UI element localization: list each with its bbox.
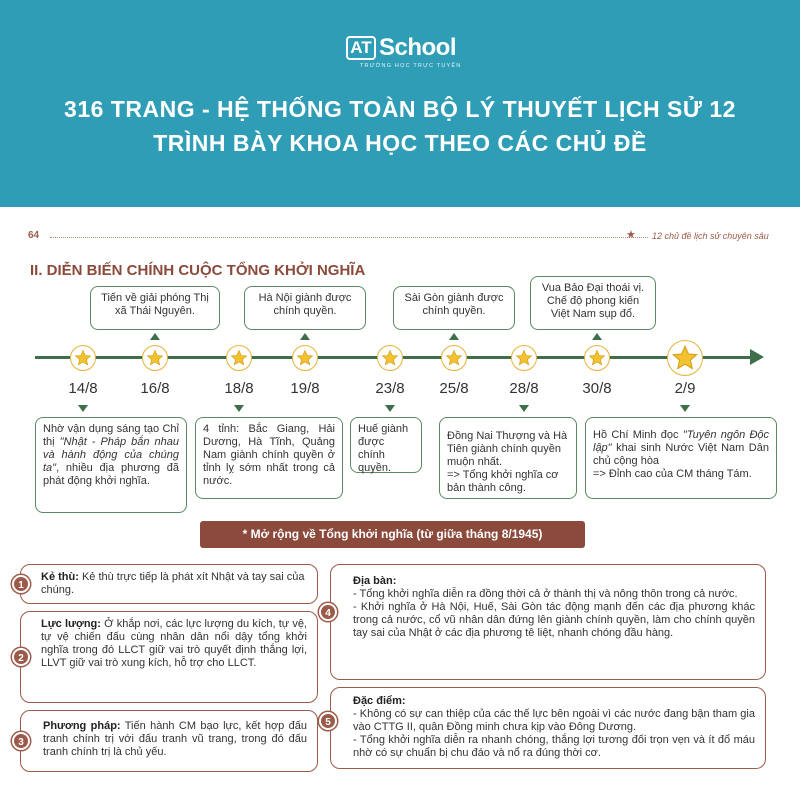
dotted-divider — [50, 237, 648, 238]
arrow-up-icon — [592, 333, 602, 340]
timeline-date: 18/8 — [224, 380, 254, 397]
card-area — [330, 564, 766, 680]
number-badge: 4 — [319, 603, 337, 621]
arrow-down-icon — [519, 405, 529, 412]
headline-line-2: TRÌNH BÀY KHOA HỌC THEO CÁC CHỦ ĐỀ — [153, 130, 647, 156]
event-box-28-8 — [439, 417, 577, 499]
card-label: Phương pháp: — [43, 720, 121, 732]
star-icon — [584, 345, 610, 371]
timeline-date: 23/8 — [375, 380, 405, 397]
extension-banner: * Mở rộng về Tổng khởi nghĩa (từ giữa tháng 8/1945) — [200, 521, 585, 548]
arrow-down-icon — [234, 405, 244, 412]
timeline-arrow-icon — [750, 349, 764, 365]
event-box-2-9 — [585, 417, 777, 499]
event-text: 4 tỉnh: Bắc Giang, Hải Dương, Hà Tĩnh, Quảng Nam giành chính quyền ở tỉnh lỵ sớm nhất trong cả nước. — [203, 423, 335, 487]
page-number: 64 — [28, 230, 40, 241]
event-box-14-8 — [35, 417, 187, 513]
event-text: Đồng Nai Thượng và Hà Tiên giành chính quyền muộn nhất. — [447, 430, 568, 468]
card-label: Địa bàn: — [353, 575, 397, 587]
declaration-quote: "Tuyên ngôn Độc lập" — [593, 429, 770, 454]
event-text: , nhiều địa phương đã phát động khởi nghĩa. — [43, 462, 179, 487]
star-icon: ★ — [626, 229, 636, 241]
number-badge: 1 — [12, 575, 30, 593]
logo-tagline: TRƯỜNG HỌC TRỰC TUYẾN — [360, 63, 462, 69]
card-line: - Tổng khởi nghĩa diễn ra nhanh chóng, thắng lợi tương đối trọn vẹn và ít đổ máu nhờ có sự chuẩn bị chu đáo và nổ ra đúng thời cơ. — [353, 734, 755, 759]
timeline-date: 19/8 — [290, 380, 320, 397]
headline-line-1: 316 TRANG - HỆ THỐNG TOÀN BỘ LÝ THUYẾT LỊCH SỬ 12 — [64, 96, 736, 122]
timeline-date: 14/8 — [68, 380, 98, 397]
timeline-date: 30/8 — [582, 380, 612, 397]
event-text: khai sinh Nước Việt Nam Dân chủ cộng hòa — [593, 442, 769, 467]
star-icon — [70, 345, 96, 371]
event-box-16-8 — [90, 286, 220, 330]
star-icon — [511, 345, 537, 371]
arrow-down-icon — [78, 405, 88, 412]
event-conclusion: => Tổng khởi nghĩa cơ bản thành công. — [447, 469, 559, 494]
running-title: 12 chủ đề lịch sử chuyên sâu — [652, 231, 769, 241]
card-line: - Tổng khởi nghĩa diễn ra đồng thời cả ở thành thị và nông thôn trong cả nước. — [353, 588, 738, 600]
card-text: Kẻ thù trực tiếp là phát xít Nhật và tay sai của chúng. — [41, 571, 305, 596]
number-badge: 5 — [319, 712, 337, 730]
event-box-19-8 — [244, 286, 366, 330]
card-line: - Khởi nghĩa ở Hà Nội, Huế, Sài Gòn tác động mạnh đến các địa phương khác trong cả nước, cổ vũ nhân dân đứng lên giành chính quyền, làm cho chính quyền tay sai của Nhật ở các địa phương tê liệt, nhanh chóng đầu hàng. — [353, 601, 755, 639]
arrow-up-icon — [449, 333, 459, 340]
card-label: Đặc điểm: — [353, 695, 406, 707]
arrow-down-icon — [385, 405, 395, 412]
card-text: Tiến hành CM bạo lực, kết hợp đấu tranh chính trị với đấu tranh vũ trang, trong đó đấu tranh chính trị là chủ yếu. — [43, 720, 307, 758]
card-label: Kẻ thù: — [41, 571, 79, 583]
card-forces — [20, 611, 318, 703]
event-text: Vua Bảo Đại thoái vị. Chế độ phong kiến Việt Nam sụp đổ. — [541, 282, 645, 320]
event-box-23-8 — [350, 417, 422, 473]
header-banner — [0, 0, 800, 207]
arrow-up-icon — [300, 333, 310, 340]
event-text: Hà Nội giành được chính quyền. — [258, 292, 352, 317]
directive-quote: "Nhật - Pháp bắn nhau và hành động của chúng ta" — [43, 436, 179, 474]
star-icon — [441, 345, 467, 371]
card-characteristics — [330, 687, 766, 769]
card-method — [20, 710, 318, 772]
star-icon — [377, 345, 403, 371]
star-icon — [292, 345, 318, 371]
timeline-date: 25/8 — [439, 380, 469, 397]
logo-word: School — [379, 34, 457, 61]
card-label: Lực lượng: — [41, 618, 101, 630]
page-header-bar — [28, 230, 788, 246]
number-badge: 2 — [12, 648, 30, 666]
event-text: Huế giành được chính quyền. — [358, 423, 409, 474]
timeline-date: 16/8 — [140, 380, 170, 397]
star-icon — [226, 345, 252, 371]
section-title: II. DIỄN BIẾN CHÍNH CUỘC TỔNG KHỞI NGHĨA — [30, 262, 366, 279]
card-text: Ở khắp nơi, các lực lượng du kích, tự vệ, tự vệ chiến đấu cùng nhân dân nổi dậy tổng khởi nghĩa trong đó LLCT giữ vai trò quyết định thắng lợi, LLVT giữ vai trò xung kích, hỗ trợ cho LLCT. — [41, 618, 307, 669]
timeline-date: 28/8 — [509, 380, 539, 397]
star-icon-large — [667, 340, 703, 376]
event-box-30-8 — [530, 276, 656, 330]
logo-mark: AT — [346, 36, 376, 60]
arrow-up-icon — [150, 333, 160, 340]
event-text: Hồ Chí Minh đọc — [593, 429, 683, 441]
number-badge: 3 — [12, 732, 30, 750]
card-line: - Không có sự can thiệp của các thế lực bên ngoài vì các nước đang bận tham gia vào CTTG II, quân Đồng minh chưa kịp vào Đông Dương. — [353, 708, 755, 733]
event-box-18-8 — [195, 417, 343, 499]
star-icon — [142, 345, 168, 371]
event-conclusion: => Đỉnh cao của CM tháng Tám. — [593, 468, 752, 480]
event-text: Tiến về giải phóng Thị xã Thái Nguyên. — [101, 292, 209, 317]
timeline-date: 2/9 — [674, 380, 696, 397]
arrow-down-icon — [680, 405, 690, 412]
event-text: Sài Gòn giành được chính quyền. — [404, 292, 504, 317]
event-box-25-8 — [393, 286, 515, 330]
card-enemy — [20, 564, 318, 604]
atschool-logo[interactable] — [346, 34, 462, 74]
event-text: Nhờ vận dụng sáng tạo Chỉ thị — [43, 423, 179, 448]
